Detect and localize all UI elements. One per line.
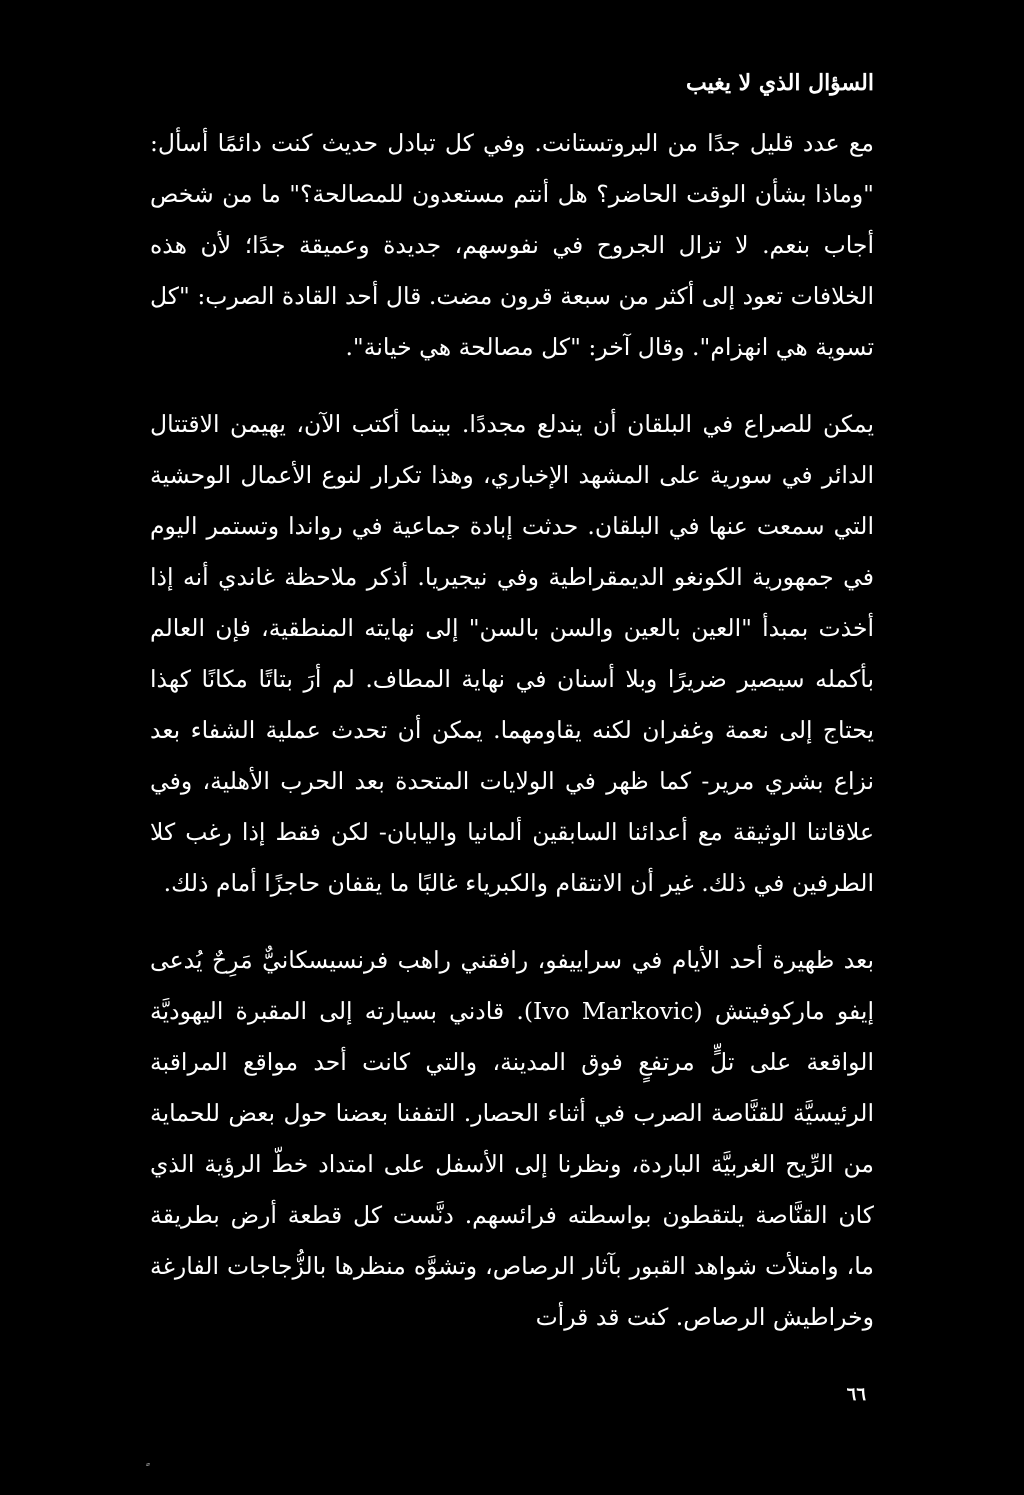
paragraph-3: بعد ظهيرة أحد الأيام في سراييفو، رافقني راهب فرنسيسكانيٌّ مَرِحٌ يُدعى إيفو ماركوفيتش (Ivo Markovic). قادني بسيارته إلى المقبرة اليهوديَّة الواقعة على تلٍّ مرتفعٍ فوق المدينة، والتي كانت أحد مواقع المراقبة الرئيسيَّة للقنَّاصة الصرب في أثناء الحصار. التففنا بعضنا حول بعض للحماية من الرِّيح الغربيَّة الباردة، ونظرنا إلى الأسفل على امتداد خطّ الرؤية الذي كان القنَّاصة يلتقطون بواسطته فرائسهم. دنَّست كل قطعة أرض بطريقة ما، وامتلأت شواهد القبور بآثار الرصاص، وتشوَّه منظرها بالزُّجاجات الفارغة وخراطيش الرصاص. كنت قد قرأت [150,946,874,1331]
paragraph-1: مع عدد قليل جدًا من البروتستانت. وفي كل تبادل حديث كنت دائمًا أسأل: "وماذا بشأن الوقت الحاضر؟ هل أنتم مستعدون للمصالحة؟" ما من شخص أجاب بنعم. لا تزال الجروح في نفوسهم، جديدة وعميقة جدًا؛ لأن هذه الخلافات تعود إلى أكثر من سبعة قرون مضت. قال أحد القادة الصرب: "كل تسوية هي انهزام". وقال آخر: "كل مصالحة هي خيانة". [150,129,874,361]
running-header: السؤال الذي لا يغيب [686,70,874,96]
page-number: ٦٦ [846,1384,866,1405]
paragraph-2: يمكن للصراع في البلقان أن يندلع مجددًا. بينما أكتب الآن، يهيمن الاقتتال الدائر في سورية على المشهد الإخباري، وهذا تكرار لنوع الأعمال الوحشية التي سمعت عنها في البلقان. حدثت إبادة جماعية في رواندا وتستمر اليوم في جمهورية الكونغو الديمقراطية وفي نيجيريا. أذكر ملاحظة غاندي أنه إذا أخذت بمبدأ "العين بالعين والسن بالسن" إلى نهايته المنطقية، فإن العالم بأكمله سيصير ضريرًا وبلا أسنان في نهاية المطاف. لم أرَ بتاتًا مكانًا كهذا يحتاج إلى نعمة وغفران لكنه يقاومهما. يمكن أن تحدث عملية الشفاء بعد نزاع بشري مرير- كما ظهر في الولايات المتحدة بعد الحرب الأهلية، وفي علاقاتنا الوثيقة مع أعدائنا السابقين ألمانيا واليابان- لكن فقط إذا رغب كلا الطرفين في ذلك. غير أن الانتقام والكبرياء غالبًا ما يقفان حاجزًا أمام ذلك. [150,410,874,897]
body-text [150,118,874,1343]
